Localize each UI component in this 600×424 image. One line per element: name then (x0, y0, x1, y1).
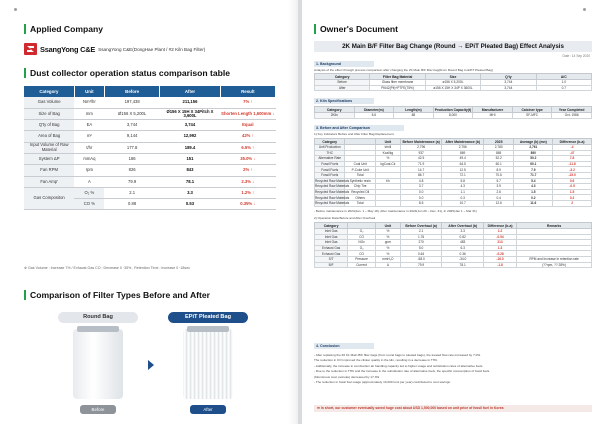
before-cell: 2.1 (104, 187, 159, 198)
unit-text: % (90, 189, 95, 195)
table-cell: THC (315, 150, 345, 156)
after-cell: 3.3 (160, 187, 220, 198)
table-cell: 0.2 (514, 195, 553, 201)
table-row (24, 176, 276, 187)
table-row (315, 200, 592, 206)
before-cell: 9,144 (104, 131, 159, 142)
bag-cap (77, 326, 119, 332)
table-cell: % (375, 234, 400, 240)
table-cell: 3.7 (400, 184, 442, 190)
company-description: SsangYong C&E(DongHae Plant / #2 Kiln Bag Filter) (98, 46, 206, 52)
table-cell: 10.7 (442, 200, 484, 206)
table-cell: -3.2 (553, 167, 592, 173)
applied-company-heading (24, 24, 103, 34)
result-cell: 35.0% ↓ (220, 153, 275, 164)
conclusion-heading: 4. Conclusion (314, 343, 374, 349)
table-row (24, 108, 276, 119)
unit-cell: rpm (74, 165, 104, 176)
table-header-cell: Category (315, 74, 370, 80)
page-dot (14, 8, 17, 11)
table-cell: 865 (483, 150, 513, 156)
before-cell: Ø156 X 5,200L (104, 108, 159, 119)
table-cell: -0.94 (483, 234, 516, 240)
table-cell: Kcal/kg (375, 150, 400, 156)
table-cell: 8.9 (483, 167, 513, 173)
conclusion-line: - Additionally, the increase in combustion air handling capacity led to higher usage and substitution rates of alternative fuels. (314, 363, 484, 368)
table-cell: 2,756 (442, 145, 484, 151)
table-cell (375, 200, 400, 206)
unit-cell: m² (74, 131, 104, 142)
table-cell: 0.6 (553, 178, 592, 184)
section-bar (24, 24, 26, 34)
after-cell: 151 (160, 153, 220, 164)
before-cell: 197,438 (104, 97, 159, 108)
table-cell: 52.2 (483, 156, 513, 162)
page-dot (583, 8, 586, 11)
document-date: Date : 14 Sep 2020 (562, 54, 590, 58)
table-cell: 5.8 (442, 178, 484, 184)
table-cell: Inlet Gas (315, 240, 348, 246)
table-header-cell: Unit (375, 223, 400, 229)
kiln-spec-table (314, 106, 592, 119)
unit-cell: t/hr (74, 142, 104, 153)
category-cell: Input Volume of Raw Material (24, 142, 74, 153)
table-cell: 937 (400, 150, 442, 156)
table-cell: 4.3 (514, 184, 553, 190)
section-title: Owner's Document (320, 24, 398, 34)
table-cell: 4.8 (400, 178, 442, 184)
table-row (24, 142, 276, 153)
gas-volume-note: ※ Gas Volume : Increase 7% / Exhaust Gas CO : Decrease 0 ·35% , Retention Time : Increase 0 ·18sec (24, 266, 191, 270)
table-header-cell: Remarks (517, 223, 592, 229)
table-cell: A (375, 262, 400, 268)
table-cell: Synthetic resin (345, 178, 375, 184)
table-cell: 6.3 (442, 245, 484, 251)
table-header-cell: Size (425, 74, 480, 80)
sub-category-cell: O₂ (84, 189, 90, 195)
table-header-cell: Manufacturer (473, 107, 513, 113)
table-cell: 60.1 (514, 161, 553, 167)
table-cell: P-Coke Unit (345, 167, 375, 173)
table-header-row (24, 86, 276, 97)
table-cell: RPM and Increase in retention rate (517, 256, 592, 262)
table-cell: Inlet Gas (315, 229, 348, 235)
table-header-cell: Production Capacity(t) (434, 107, 472, 112)
unit-cell: Nm³/hr (74, 97, 104, 108)
table-cell: Pressure (348, 256, 376, 262)
table-cell: Exhaust Gas (315, 245, 348, 251)
unit-cell: A (74, 176, 104, 187)
table-cell: Oct. 1986 (552, 113, 592, 119)
table-cell: SF-MFC (512, 113, 552, 119)
table-cell: 70.6 (483, 172, 513, 178)
result-cell: 1.2% ↑ (220, 187, 275, 198)
result-cell: 7% ↑ (220, 97, 275, 108)
left-page (0, 0, 298, 424)
table-cell: Unit Production (315, 145, 345, 151)
table-header-cell: 2025 (483, 139, 513, 145)
table-cell: 1.76 (400, 234, 442, 240)
table-cell: Fossil Fuels (315, 167, 345, 173)
category-cell: Size of Bag (24, 108, 74, 119)
epit-bag-panel (168, 312, 248, 416)
table-cell: Current (348, 262, 376, 268)
table-header-cell: Difference (b-a) (553, 139, 592, 145)
before-cell: 186 (104, 153, 159, 164)
category-cell: System ΔP (24, 153, 74, 164)
conclusion-line: - After replacing the #2 K1 Main B/F filter bags (from round bags to pleated bags), the treated flow rate increased by 7.0%. (314, 353, 481, 357)
conclusion-line: - The reduction in fossil fuel usage (approximately 13,000 tons per year) contributed to cost savings. (314, 380, 451, 385)
table-header-cell: Category (315, 107, 355, 113)
table-cell: Recycled Raw Materials (315, 195, 350, 200)
owners-document-heading (314, 24, 398, 34)
table-cell: Exhaust Gas (315, 251, 348, 257)
table-cell: 869 (442, 150, 484, 156)
unit-cell: mm (74, 108, 104, 119)
table-row (315, 262, 592, 268)
table-header-cell: Result (220, 86, 275, 97)
table-header-cell: Before Maintenance (a) (400, 139, 442, 145)
table-cell: 0.3 (442, 195, 484, 201)
table-cell: -0.5 (553, 184, 592, 190)
table-cell: 8,000 (433, 113, 473, 119)
table-cell: 1.5 (514, 189, 553, 195)
table-cell: CO (348, 234, 376, 240)
background-heading: 1. Background (314, 61, 374, 67)
table-header-cell: Category (315, 223, 348, 229)
result-cell: 42% ↑ (220, 131, 275, 142)
table-cell: 1.1 (442, 189, 484, 195)
after-cell: 211,156 (160, 97, 220, 108)
bag-cap (187, 326, 229, 332)
section-bar (24, 290, 26, 300)
epit-bag-image (183, 329, 233, 399)
table-header-cell: After Maintenance (b) (442, 139, 484, 145)
after-cell: 843 (160, 165, 220, 176)
table-row (24, 97, 276, 108)
sub-category-cell: CO (83, 201, 91, 207)
table-cell: Before (315, 80, 370, 86)
unit-cell: EA (74, 120, 104, 131)
table-cell: 1.0 (536, 80, 591, 86)
section-title: Comparison of Filter Types Before and After (30, 290, 211, 300)
table-cell: Chip Tire (345, 184, 375, 190)
table-header-cell: Unit (74, 86, 104, 97)
table-header-cell: Year Completed (552, 107, 592, 113)
table-cell: 64.5 (442, 161, 484, 167)
table-cell: 3,744 (481, 85, 536, 91)
table-cell: Recycled Raw Materials (315, 184, 350, 189)
table-cell: Total (345, 172, 375, 178)
table-cell: % (375, 251, 400, 257)
after-cell: 3,744 (160, 120, 220, 131)
table-cell: 2 (553, 200, 592, 206)
table-cell: 50.2 (514, 156, 553, 162)
table-cell: O₂ (348, 245, 376, 251)
table-cell: 2,796 (400, 145, 442, 151)
result-cell: Shorten Length 1,600mm ↓ (220, 108, 275, 119)
table-cell: -4 (553, 145, 592, 151)
table-header-cell: After (160, 86, 220, 97)
table-header-cell: Calciner type (512, 107, 552, 113)
operation-status-table (24, 86, 276, 210)
after-tag: After (190, 405, 226, 414)
table-cell: Inlet Gas (315, 234, 348, 240)
after-cell: 189.4 (160, 142, 220, 153)
table-row (24, 153, 276, 164)
table-header-cell: Diameter(m) (354, 107, 394, 113)
category-cell: Fan Amp' (24, 176, 74, 187)
section-title: Applied Company (30, 24, 104, 34)
table-cell: -16.0 (483, 256, 516, 262)
table-cell: 42.5 (400, 156, 442, 162)
table-cell: 5.6 (354, 113, 394, 119)
table-cell: 1.3 (483, 245, 516, 251)
table-row (315, 85, 592, 91)
conclusion-line: The reduction in CO improved the clinker quality in the kiln, resulting in a decrease in THC. (314, 358, 439, 363)
table-cell: -34.0 (442, 256, 484, 262)
category-cell: Gas Compositon (24, 187, 74, 210)
table-cell: 49.4 (442, 156, 484, 162)
table-cell: Recycled Oil (345, 189, 375, 195)
table-header-cell: Length(m) (394, 107, 434, 113)
table-cell: -47 (553, 150, 592, 156)
table-cell: 12.5 (442, 167, 484, 173)
table-cell: O₂ (348, 229, 376, 235)
table-cell: 213 (483, 240, 516, 246)
table-cell: 60.1 (483, 161, 513, 167)
unit-text: % (91, 201, 95, 207)
result-cell: 2% ↑ (220, 165, 275, 176)
table-cell: 483 (442, 240, 484, 246)
table-header-cell: Before Overhaul (a) (400, 223, 442, 229)
operation-data-caption: 2) Operation Data Before and After Overhaul (314, 216, 376, 220)
table-row (24, 120, 276, 131)
company-logo-text: SsangYong C&E (40, 44, 96, 54)
comparison-table-heading (24, 68, 230, 78)
conclusion-highlight: ➡ In short, our customer eventually saved huge cost about USD 1,500,000 based on unit price of fossil fuel in Korea (314, 405, 592, 412)
table-header-cell: After Overhaul (b) (442, 223, 484, 229)
table-header-cell: Before (104, 86, 159, 97)
table-cell: 890 (514, 150, 553, 156)
table-header-cell: Difference (b-a) (483, 223, 516, 229)
result-cell: 2.3% ↓ (220, 176, 275, 187)
bag-spec-table (314, 73, 592, 91)
table-cell: 2,761 (514, 145, 553, 151)
table-cell: ø156 X 15H X 34P X 3600L (425, 85, 480, 91)
table-cell: 5.0 (400, 245, 442, 251)
kiln-spec-heading: 2. Kiln Specifications (314, 98, 374, 104)
table-cell: 72.1 (442, 172, 484, 178)
table-cell: 0.0 (400, 195, 442, 201)
table-cell: MHI (473, 113, 513, 119)
table-cell: Recycled Raw Materials (315, 201, 350, 206)
table-cell: Recycled Raw Materials (315, 178, 350, 183)
result-cell: 6.5% ↑ (220, 142, 275, 153)
table-header-cell: Category (24, 86, 74, 97)
table-cell: 71.7 (514, 172, 553, 178)
table-row (24, 131, 276, 142)
table-cell: 14.7 (400, 167, 442, 173)
before-cell: 3,744 (104, 120, 159, 131)
table-cell: 7.8 (553, 156, 592, 162)
table-cell: Total (345, 200, 375, 206)
table-cell: % (375, 245, 400, 251)
table-cell: t/h (375, 178, 400, 184)
table-cell: 86.7 (400, 172, 442, 178)
table-cell: Fossil Fuels (315, 161, 345, 167)
table-cell: 1.2 (483, 229, 516, 235)
table-cell: B/F (315, 262, 348, 268)
table-cell: PI642(Pit)+PTFE(75%) (370, 85, 425, 91)
unit-cell: mmAq (74, 153, 104, 164)
arrow-right-icon (148, 360, 154, 370)
table-cell: (??rpm, ?? 28%) (517, 262, 592, 268)
table-cell: Recycled Raw Materials (315, 190, 350, 195)
table-cell: 88 (394, 113, 434, 119)
table-cell: Others (345, 195, 375, 201)
category-cell: Q'ty of Bag (24, 120, 74, 131)
table-header-cell: Category (315, 139, 345, 145)
table-cell: % (375, 156, 400, 162)
table-cell: 7.9 (514, 167, 553, 173)
before-cell: 0.88 (104, 199, 159, 210)
table-cell: -1.8 (483, 262, 516, 268)
category-cell: Fan RPM (24, 165, 74, 176)
section-title: Dust collector operation status comparison table (30, 68, 231, 78)
operation-data-table (314, 222, 592, 268)
table-cell: 5.4 (514, 178, 553, 184)
table-cell: 1.5 (553, 189, 592, 195)
table-row (315, 113, 592, 119)
table-header-cell: Unit (375, 139, 400, 145)
right-page (302, 0, 600, 424)
before-tag: Before (80, 405, 116, 414)
table-cell: -58.0 (400, 256, 442, 262)
after-cell: Ø156 X 15H X 34Pitch X 3,600L (160, 108, 220, 119)
table-cell: 11.6 (514, 200, 553, 206)
after-cell: 78.1 (160, 176, 220, 187)
table-cell: -15.0 (553, 172, 592, 178)
table-cell: Glass fiber membrane (370, 80, 425, 86)
table-cell: ø156 X 5,200L (425, 80, 480, 86)
table-cell: 2,780 (483, 145, 513, 151)
table-header-cell: Filter Bag Material (370, 74, 425, 80)
table-cell: 71.9 (400, 161, 442, 167)
table-cell: 0.64 (400, 251, 442, 257)
result-cell: Equal (220, 120, 275, 131)
ssangyong-logo-icon (24, 43, 37, 55)
key-indicators-table (314, 138, 592, 207)
table-row (24, 165, 276, 176)
table-header-cell: Average (b) (mn) (514, 139, 553, 145)
table-cell: -11.8 (553, 161, 592, 167)
table-header-cell: A/C (536, 74, 591, 80)
background-text: Analysis of the effect through process comparison after changing the 2K Main B/F filter bag(From Round Bag to EPiT Pleated Bag) (314, 68, 493, 72)
table-cell: Coal Unit (345, 161, 375, 167)
table-cell: % (375, 229, 400, 235)
table-cell: 3.3 (442, 229, 484, 235)
round-bag-label: Round Bag (58, 312, 138, 323)
table-cell: After (315, 85, 370, 91)
result-cell: 0.35% ↓ (220, 199, 275, 210)
table-cell: 0.7 (536, 85, 591, 91)
table-cell: 78.1 (442, 262, 484, 268)
table-cell: ppm (375, 240, 400, 246)
table-cell: 3,744 (481, 80, 536, 86)
epit-bag-label: EPiT Pleated Bag (168, 312, 248, 323)
table-cell: 2.1 (400, 229, 442, 235)
key-indicators-caption: 1) Key Indicators Before and After Filter Bag Replacement (314, 132, 394, 136)
table-cell: 3.9 (483, 184, 513, 190)
table-cell: Fossil Fuels (315, 172, 345, 178)
table-cell: Alternative Rate (315, 156, 345, 162)
table-cell: S/T (315, 256, 348, 262)
conclusion-list (314, 353, 592, 385)
round-bag-image (73, 329, 123, 399)
table-cell: 4.3 (442, 184, 484, 190)
before-cell: 79.9 (104, 176, 159, 187)
table-cell: 2Kiln (315, 113, 355, 119)
table-row (24, 187, 276, 198)
after-cell: 0.53 (160, 199, 220, 210)
table-cell: kgCoal-Ck (375, 161, 400, 167)
unit-cell (74, 187, 104, 198)
table-cell: 270 (400, 240, 442, 246)
maintenance-period-note: - Before maintenance in 2024(Jan. 1 ~ May 18), After maintenance in 2024(Jun 20 ~ Dec. 31), In 2025(Jan 1 ~ Mar 31) (314, 209, 477, 213)
table-cell: 0.82 (442, 234, 484, 240)
filter-types-heading (24, 290, 210, 300)
table-cell: 0.2 (553, 195, 592, 201)
comparison-heading: 3. Before and After Comparison (314, 125, 404, 131)
table-cell: 0.36 (442, 251, 484, 257)
company-row (24, 43, 205, 55)
unit-cell (74, 199, 104, 210)
table-cell: -0.28 (483, 251, 516, 257)
after-cell: 12,992 (160, 131, 220, 142)
table-cell: 12.6 (483, 200, 513, 206)
table-cell: 0.4 (483, 195, 513, 201)
section-bar (24, 68, 26, 78)
before-cell: 826 (104, 165, 159, 176)
table-cell: t/mill (375, 145, 400, 151)
table-cell: mmH₂O (375, 256, 400, 262)
table-cell: CO (348, 251, 376, 257)
table-cell: 8.5 (400, 200, 442, 206)
table-cell: NOx (348, 240, 376, 246)
before-cell: 177.8 (104, 142, 159, 153)
round-bag-panel (58, 312, 138, 416)
category-cell: Gas Volume (24, 97, 74, 108)
table-header-cell: Q'ty (481, 74, 536, 80)
category-cell: Area of Bag (24, 131, 74, 142)
document-title: 2K Main B/F Filter Bag Change (Round → EPiT Pleated Bag) Effect Analysis (314, 41, 592, 52)
table-cell: 79.9 (400, 262, 442, 268)
table-cell: 2.6 (483, 189, 513, 195)
table-cell: 5.7 (483, 178, 513, 184)
conclusion-line: - Due to the reduction in THC and the increase in the substitution rate of alternative fuels, the specific consumption of fossil fuels (314, 369, 490, 374)
conclusion-line: (bituminous coal, petcoke) decreased by 17.3%. (314, 374, 381, 379)
table-cell: 0.0 (400, 189, 442, 195)
section-bar (314, 24, 316, 34)
